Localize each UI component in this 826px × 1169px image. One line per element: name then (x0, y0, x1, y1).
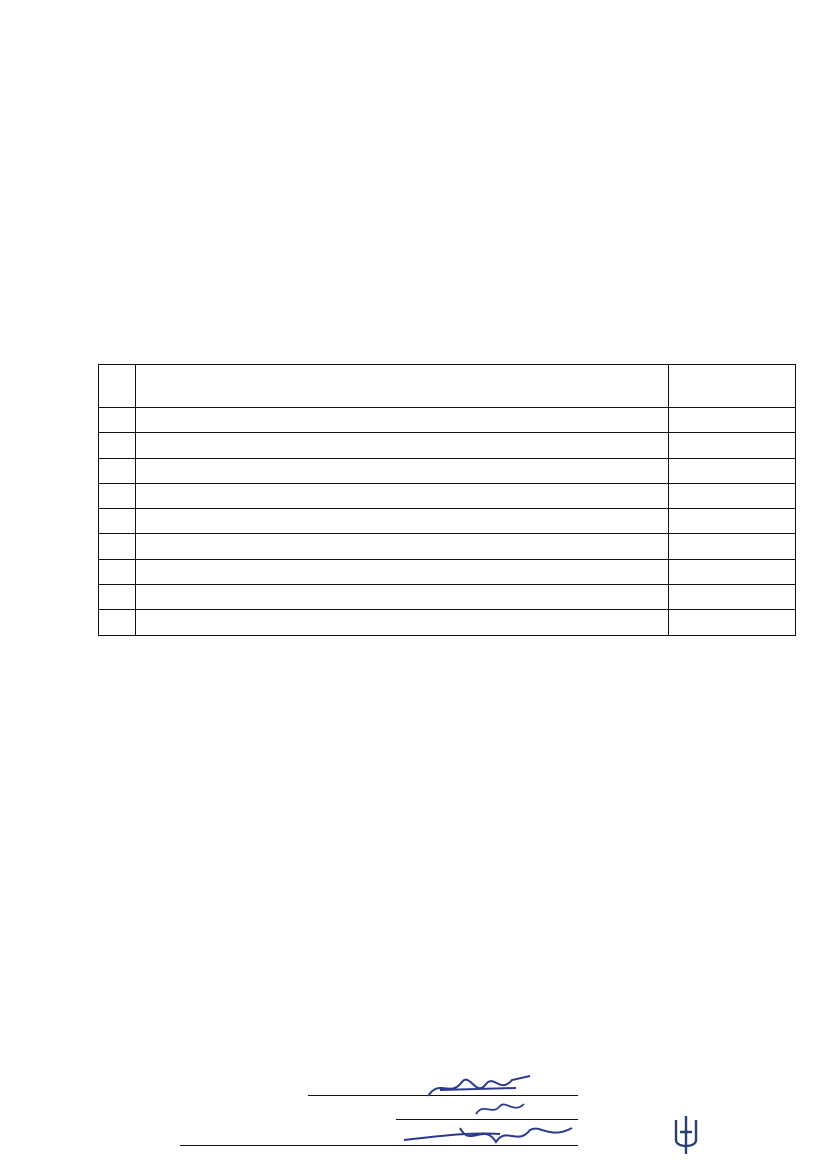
stat-row (100, 208, 790, 234)
vote-result (669, 408, 796, 433)
table-row (99, 534, 796, 559)
row-number (99, 433, 136, 458)
handwritten-signature-3 (400, 1118, 580, 1152)
table-row (99, 509, 796, 534)
table-row (99, 610, 796, 635)
table-row (99, 458, 796, 483)
table-row (99, 559, 796, 584)
community-logo (670, 1112, 820, 1166)
row-number (99, 534, 136, 559)
stat-row (100, 156, 790, 182)
vote-result (669, 483, 796, 508)
table-row (99, 585, 796, 610)
vote-statistics (100, 156, 790, 362)
stat-row (100, 259, 790, 285)
row-number (99, 559, 136, 584)
row-number (99, 610, 136, 635)
vote-result (669, 534, 796, 559)
row-number (99, 408, 136, 433)
deputy-name (136, 559, 669, 584)
stat-row (100, 311, 790, 337)
row-number (99, 483, 136, 508)
deputy-name (136, 458, 669, 483)
row-number (99, 509, 136, 534)
header-name (136, 365, 669, 408)
table-row (99, 433, 796, 458)
vote-result (669, 509, 796, 534)
stat-row (100, 337, 790, 363)
table-row (99, 483, 796, 508)
vote-result (669, 610, 796, 635)
stat-row (100, 182, 790, 208)
vote-result (669, 559, 796, 584)
deputy-name (136, 483, 669, 508)
roll-call-table (98, 364, 796, 636)
deputy-name (136, 585, 669, 610)
row-number (99, 458, 136, 483)
table-row (99, 408, 796, 433)
table-body (99, 408, 796, 636)
deputy-name (136, 610, 669, 635)
vote-result (669, 458, 796, 483)
vote-result (669, 585, 796, 610)
vote-result (669, 433, 796, 458)
header-vote (669, 365, 796, 408)
header-number (99, 365, 136, 408)
deputy-name (136, 433, 669, 458)
row-number (99, 585, 136, 610)
stat-row (100, 285, 790, 311)
deputy-name (136, 534, 669, 559)
trident-icon (672, 1114, 700, 1156)
stat-row (100, 233, 790, 259)
deputy-name (136, 408, 669, 433)
table-header-row (99, 365, 796, 408)
deputy-name (136, 509, 669, 534)
handwritten-signature-2 (470, 1096, 530, 1120)
